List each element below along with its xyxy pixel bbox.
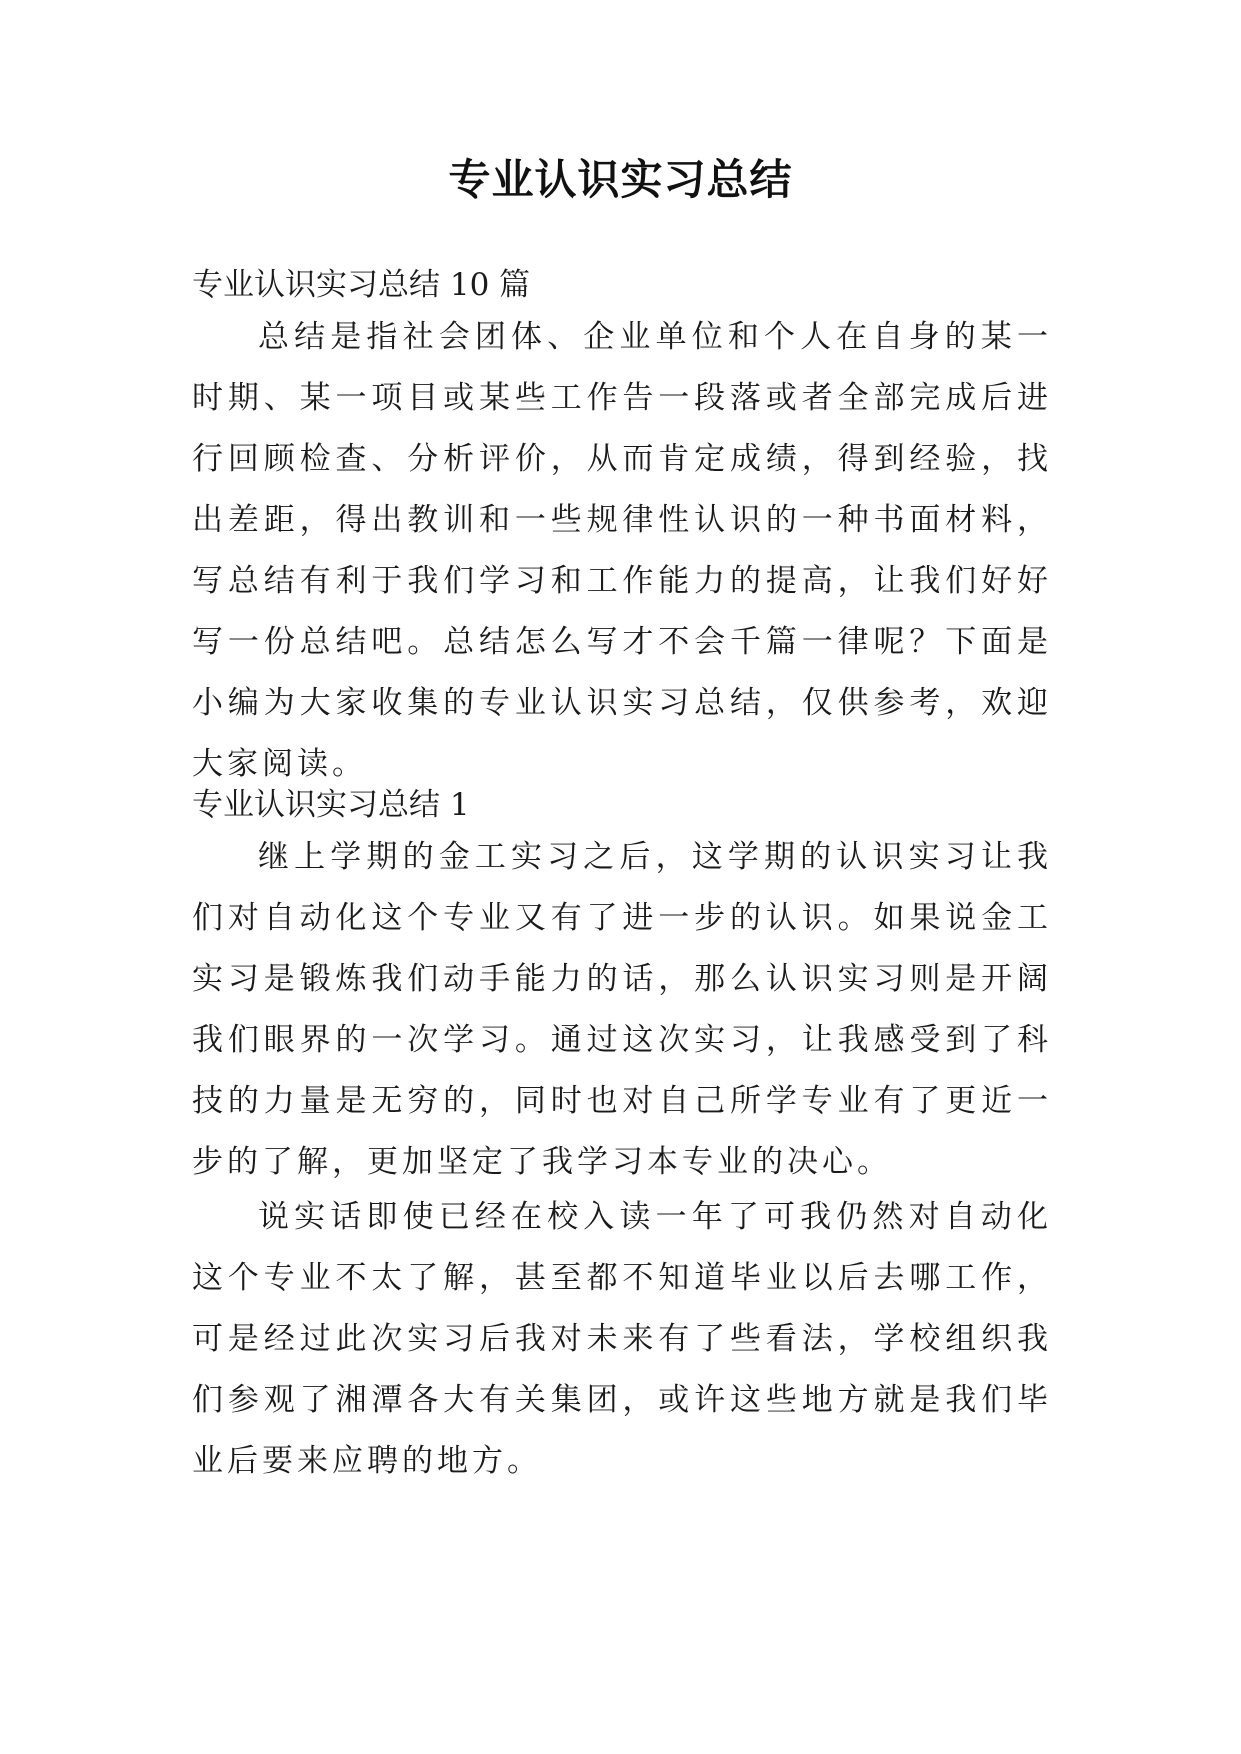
section-paragraph: 说实话即使已经在校入读一年了可我仍然对自动化这个专业不太了解，甚至都不知道毕业以后去哪工作，可是经过此次实习后我对未来有了些看法，学校组织我们参观了湘潭各大有关集团，或许这些地方就是我们毕业后要来应聘的地方。: [192, 1199, 1052, 1479]
section-heading: 专业认识实习总结 1: [192, 787, 470, 823]
document-title: 专业认识实习总结: [448, 155, 793, 204]
document-subtitle: 专业认识实习总结 10 篇: [192, 267, 531, 303]
section-paragraph: 继上学期的金工实习之后，这学期的认识实习让我们对自动化这个专业又有了进一步的认识。如果说金工实习是锻炼我们动手能力的话，那么认识实习则是开阔我们眼界的一次学习。通过这次实习，让我感受到了科技的力量是无穷的，同时也对自己所学专业有了更近一步的了解，更加坚定了我学习本专业的决心。: [192, 839, 1052, 1180]
intro-paragraph: 总结是指社会团体、企业单位和个人在自身的某一时期、某一项目或某些工作告一段落或者全部完成后进行回顾检查、分析评价，从而肯定成绩，得到经验，找出差距，得出教训和一些规律性认识的一种书面材料，写总结有利于我们学习和工作能力的提高，让我们好好写一份总结吧。总结怎么写才不会千篇一律呢？下面是小编为大家收集的专业认识实习总结，仅供参考，欢迎大家阅读。: [192, 319, 1052, 782]
